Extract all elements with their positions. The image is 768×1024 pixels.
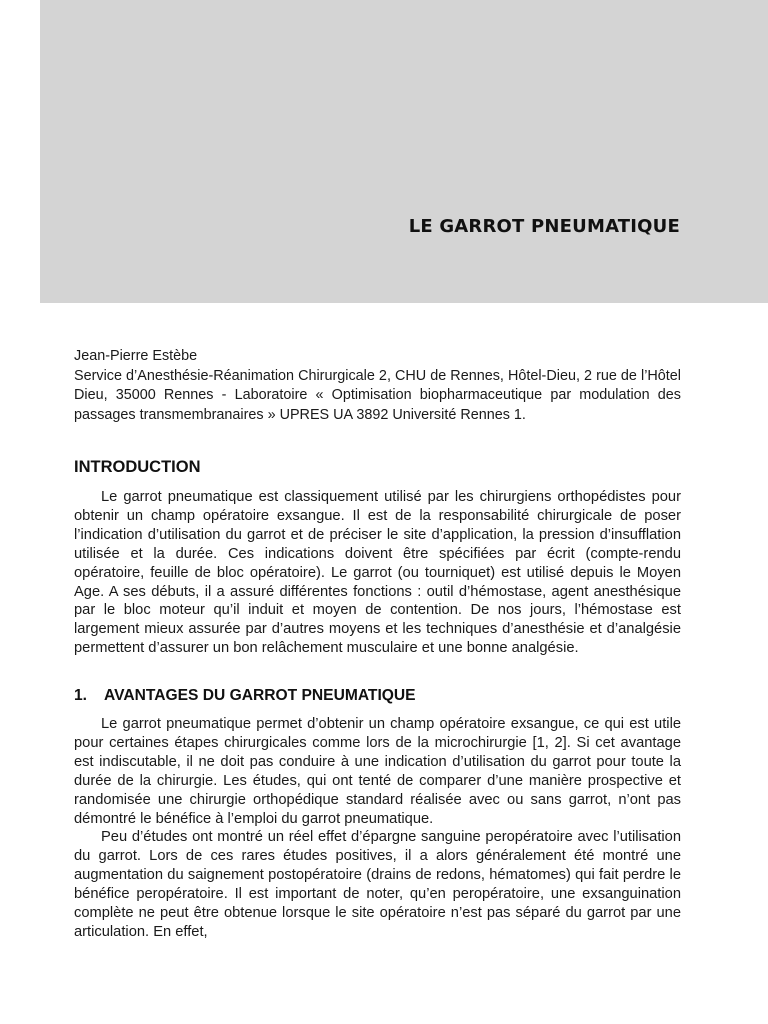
- introduction-body: [74, 488, 681, 658]
- section-1-body: [74, 715, 681, 942]
- paragraph: Le garrot pneumatique est classiquement utilisé par les chirurgiens orthopédistes pour obtenir un champ opératoire exsangue. Il est de la responsabilité chirurgicale de poser l’indication d’utilisation du garrot et de préciser le site d’application, la pression d’insufflation utilisée et la durée. Ces indications doivent être spécifiées par écrit (compte-rendu opératoire, feuille de bloc opératoire). Le garrot (ou tourniquet) est utilisé depuis le Moyen Age. A ses débuts, il a assuré différentes fonctions : outil d’hémostase, agent anesthésique par le bloc moteur qu’il induit et moyen de contention. De nos jours, l’hémostase est largement mieux assurée par d’autres moyens et les techniques d’anesthésie et d’analgésie permettent d’assurer un bon relâchement musculaire et une bonne analgésie.: [74, 489, 681, 657]
- author-block: [74, 347, 681, 425]
- author-affiliation: Service d’Anesthésie-Réanimation Chirurgicale 2, CHU de Rennes, Hôtel-Dieu, 2 rue de l’Hôtel Dieu, 35000 Rennes - Laboratoire « Optimisation biopharmaceutique par modulation des passages transmembranaires » UPRES UA 3892 Université Rennes 1.: [74, 367, 681, 423]
- author-name: Jean-Pierre Estèbe: [74, 348, 198, 364]
- chapter-header-band: [40, 0, 768, 303]
- section-number: 1.: [74, 687, 88, 704]
- chapter-title: LE GARROT PNEUMATIQUE: [408, 216, 680, 237]
- paragraph: Le garrot pneumatique permet d’obtenir un champ opératoire exsangue, ce qui est utile pour certaines étapes chirurgicales comme lors de la microchirurgie [1, 2]. Si cet avantage est indiscutable, il ne doit pas conduire à une indication d’utilisation du garrot pour toute la durée de la chirurgie. Les études, qui ont tenté de comparer d’une manière prospective et randomisée une chirurgie orthopédique standard réalisée avec ou sans garrot, n’ont pas démontré le bénéfice à l’emploi du garrot pneumatique.: [74, 716, 681, 827]
- paragraph: Peu d’études ont montré un réel effet d’épargne sanguine peropératoire avec l’utilisation du garrot. Lors de ces rares études positives, il a alors généralement été montré une augmentation du saignement postopératoire (drains de redons, hématomes) qui fait perdre le bénéfice peropératoire. Il est important de noter, qu’en peropératoire, une exsanguination complète ne peut être obtenue lorsque le site opératoire n’est pas séparé du garrot par une articulation. En effet,: [74, 829, 681, 940]
- introduction-heading: INTRODUCTION: [74, 458, 201, 476]
- section-title: AVANTAGES DU GARROT PNEUMATIQUE: [104, 687, 416, 704]
- section-1-heading: [74, 687, 416, 705]
